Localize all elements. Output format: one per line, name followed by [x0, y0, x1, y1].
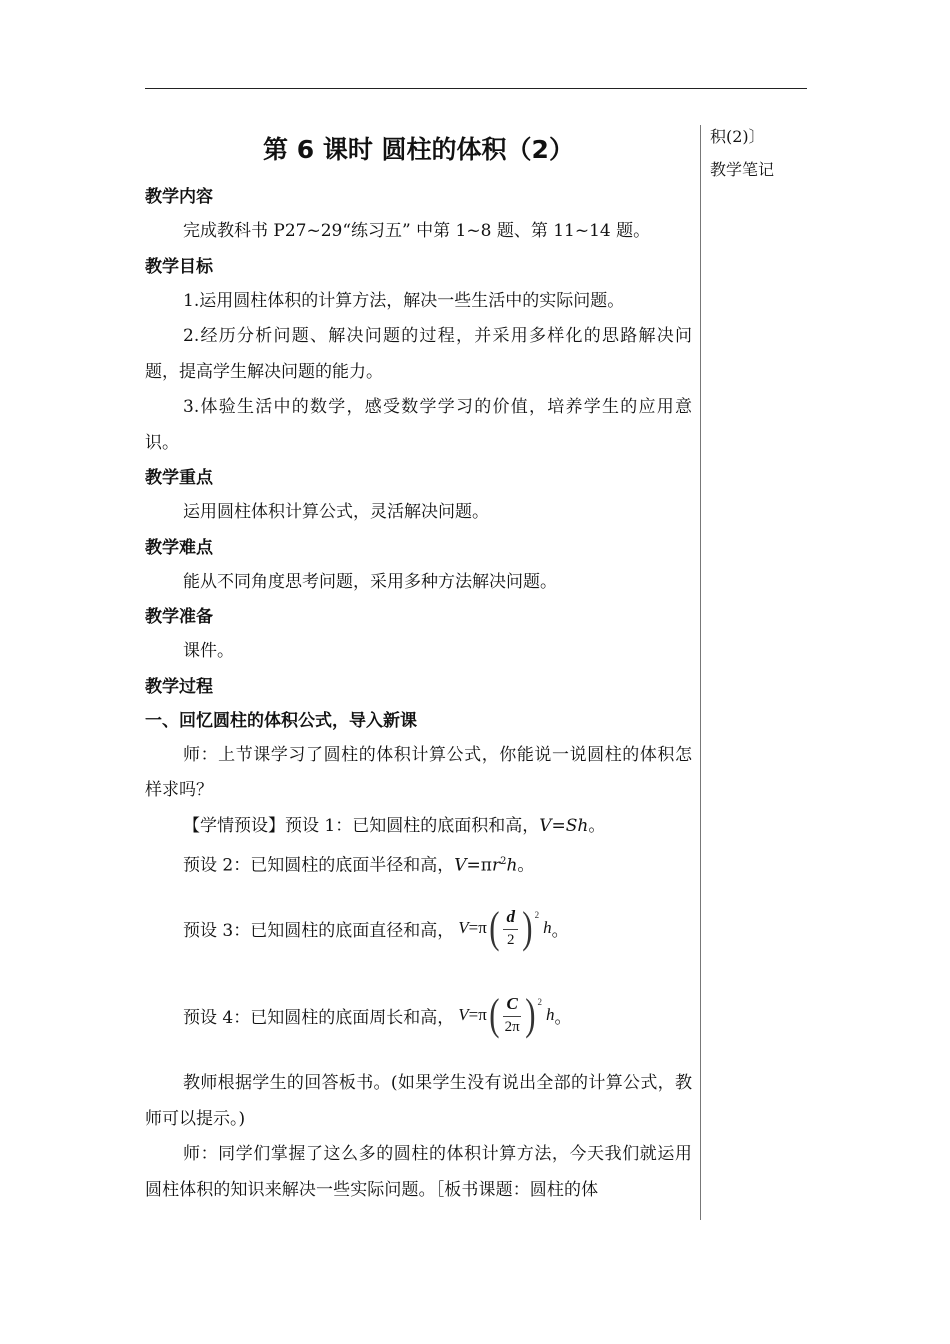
left-paren: ( [489, 990, 500, 1040]
teacher-question: 师：上节课学习了圆柱的体积计算公式，你能说一说圆柱的体积怎样求吗？ [145, 744, 692, 800]
math-v: V [458, 1005, 469, 1025]
numerator: d [503, 907, 518, 930]
lesson-body [145, 120, 692, 1208]
heading-key: 教学重点 [145, 468, 213, 488]
math-eq: = [466, 855, 481, 876]
denominator: 2π [504, 1019, 520, 1036]
heading-process: 教学过程 [145, 676, 213, 697]
heading-goals: 教学目标 [145, 256, 213, 277]
math-square: 2 [500, 856, 507, 867]
heading-difficulty: 教学难点 [145, 537, 213, 558]
math-r: r [491, 855, 501, 876]
preset-1 [145, 809, 692, 845]
math-period: 。 [517, 855, 535, 876]
preset-2 [145, 844, 692, 884]
content-text: 完成教科书 P27~29“练习五” 中第 1~8 题、第 11~14 题。 [183, 221, 651, 241]
preset-1-text: 【学情预设】预设 1：已知圆柱的底面积和高， [183, 815, 540, 836]
fraction-c-over-2pi [503, 994, 520, 1036]
math-h: h [543, 918, 552, 938]
preset-4-text: 预设 4：已知圆柱的底面周长和高， [183, 1007, 455, 1028]
numerator: C [503, 994, 520, 1017]
math-v: V [454, 855, 467, 876]
math-v: V [458, 918, 469, 938]
heading-preparation: 教学准备 [145, 607, 213, 627]
formula-diameter [458, 903, 569, 953]
right-paren: ) [522, 903, 533, 953]
math-period: 。 [551, 920, 569, 940]
preset-3-text: 预设 3：已知圆柱的底面直径和高， [183, 920, 455, 941]
math-pi: π [480, 855, 492, 876]
left-paren: ( [489, 903, 500, 953]
side-notes-label: 教学笔记 [710, 160, 775, 179]
goal-3: 3.体验生活中的数学，感受数学学习的价值，培养学生的应用意识。 [145, 397, 692, 453]
teacher-intro: 师：同学们掌握了这么多的圆柱的体积计算方法，今天我们就运用圆柱体积的知识来解决一些实际问题。［板书课题：圆柱的体 [145, 1144, 692, 1200]
preset-4 [145, 972, 692, 1058]
preset-1-formula: V=Sh [539, 815, 589, 836]
difficulty-text: 能从不同角度思考问题，采用多种方法解决问题。 [183, 571, 557, 592]
denominator: 2 [506, 932, 515, 949]
goal-2: 2.经历分析问题、解决问题的过程，并采用多样化的思路解决问题，提高学生解决问题的能力。 [145, 326, 692, 382]
key-text: 运用圆柱体积计算公式，灵活解决问题。 [183, 502, 489, 522]
math-square: 2 [537, 997, 542, 1008]
preset-2-text: 预设 2：已知圆柱的底面半径和高， [183, 855, 455, 876]
right-paren: ) [525, 990, 536, 1040]
goal-1: 1.运用圆柱体积的计算方法，解决一些生活中的实际问题。 [183, 290, 625, 311]
page-title: 第 6 课时 圆柱的体积（2） [263, 135, 574, 164]
side-continuation: 积(2)〕 [710, 127, 765, 146]
math-square: 2 [534, 910, 540, 921]
preset-1-end: 。 [588, 815, 606, 836]
fraction-d-over-2 [503, 907, 518, 949]
math-pi: π [478, 918, 487, 938]
side-notes [710, 120, 774, 186]
step-1-heading: 一、回忆圆柱的体积公式，导入新课 [145, 710, 417, 731]
preset-3 [145, 884, 692, 972]
math-period: 。 [554, 1007, 572, 1027]
math-h: h [506, 855, 518, 876]
math-eq: = [468, 918, 479, 938]
math-h: h [545, 1005, 555, 1025]
heading-content: 教学内容 [145, 187, 213, 207]
math-eq: = [468, 1005, 479, 1025]
math-pi: π [478, 1005, 487, 1025]
teacher-note: 教师根据学生的回答板书。(如果学生没有说出全部的计算公式，教师可以提示。) [145, 1073, 692, 1129]
margin-divider [700, 125, 701, 1220]
preparation-text: 课件。 [183, 641, 234, 661]
formula-circumference [458, 990, 572, 1040]
top-rule [145, 88, 807, 89]
